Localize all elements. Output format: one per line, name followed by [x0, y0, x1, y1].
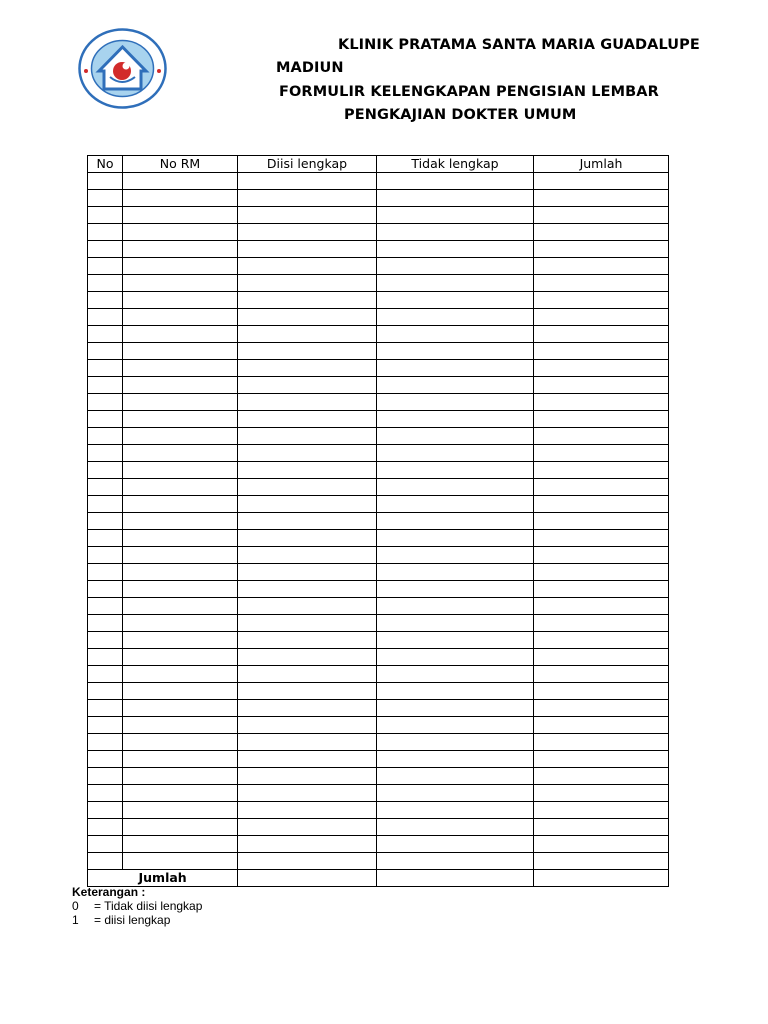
table-cell[interactable] [377, 802, 534, 819]
table-cell[interactable] [123, 717, 238, 734]
table-row [88, 598, 669, 615]
table-cell[interactable] [123, 309, 238, 326]
table-cell[interactable] [377, 207, 534, 224]
table-cell[interactable] [534, 581, 669, 598]
table-cell[interactable] [534, 258, 669, 275]
table-cell[interactable] [88, 802, 123, 819]
table-cell[interactable] [238, 802, 377, 819]
table-cell[interactable] [238, 530, 377, 547]
table-cell[interactable] [238, 751, 377, 768]
notes-section [72, 885, 202, 927]
table-cell[interactable] [377, 326, 534, 343]
table-cell[interactable] [377, 292, 534, 309]
table-cell[interactable] [123, 445, 238, 462]
table-cell[interactable] [377, 173, 534, 190]
table-row [88, 751, 669, 768]
table-cell[interactable] [534, 462, 669, 479]
table-cell[interactable] [238, 343, 377, 360]
table-row [88, 275, 669, 292]
table-cell[interactable] [123, 598, 238, 615]
table-cell[interactable] [123, 275, 238, 292]
table-cell[interactable] [123, 632, 238, 649]
table-body [88, 173, 669, 887]
table-cell[interactable] [377, 632, 534, 649]
table-row [88, 377, 669, 394]
table-cell[interactable] [534, 734, 669, 751]
table-row [88, 411, 669, 428]
table-cell[interactable] [123, 207, 238, 224]
table-cell[interactable] [238, 258, 377, 275]
table-cell[interactable] [238, 717, 377, 734]
table-cell[interactable] [88, 666, 123, 683]
total-cell[interactable] [238, 870, 377, 887]
table-row [88, 649, 669, 666]
table-cell[interactable] [534, 751, 669, 768]
table-cell[interactable] [238, 360, 377, 377]
table-cell[interactable] [88, 598, 123, 615]
note-code: 1 [72, 913, 79, 927]
table-row [88, 785, 669, 802]
table-cell[interactable] [123, 751, 238, 768]
table-cell[interactable] [377, 258, 534, 275]
table-cell[interactable] [123, 513, 238, 530]
table-cell[interactable] [534, 615, 669, 632]
table-cell[interactable] [123, 615, 238, 632]
table-cell[interactable] [123, 734, 238, 751]
table-cell[interactable] [534, 598, 669, 615]
table-cell[interactable] [238, 173, 377, 190]
table-cell[interactable] [377, 462, 534, 479]
column-header-jumlah: Jumlah [534, 156, 669, 173]
note-text: = Tidak diisi lengkap [94, 899, 203, 913]
table-cell[interactable] [88, 785, 123, 802]
table-cell[interactable] [88, 207, 123, 224]
table-cell[interactable] [88, 241, 123, 258]
clinic-logo-icon [77, 27, 168, 110]
table-row [88, 717, 669, 734]
table-cell[interactable] [88, 513, 123, 530]
table-cell[interactable] [377, 853, 534, 870]
table-cell[interactable] [123, 360, 238, 377]
table-cell[interactable] [534, 326, 669, 343]
table-cell[interactable] [123, 547, 238, 564]
table-cell[interactable] [534, 717, 669, 734]
table-cell[interactable] [238, 496, 377, 513]
table-cell[interactable] [377, 394, 534, 411]
table-cell[interactable] [238, 411, 377, 428]
table-cell[interactable] [88, 683, 123, 700]
table-cell[interactable] [534, 564, 669, 581]
table-cell[interactable] [534, 275, 669, 292]
table-row [88, 326, 669, 343]
table-row [88, 615, 669, 632]
table-row [88, 853, 669, 870]
table-cell[interactable] [238, 836, 377, 853]
table-cell[interactable] [123, 224, 238, 241]
table-cell[interactable] [377, 768, 534, 785]
table-cell[interactable] [88, 377, 123, 394]
table-cell[interactable] [88, 462, 123, 479]
table-cell[interactable] [534, 190, 669, 207]
table-cell[interactable] [238, 513, 377, 530]
table-cell[interactable] [534, 853, 669, 870]
table-cell[interactable] [377, 598, 534, 615]
table-cell[interactable] [88, 734, 123, 751]
table-cell[interactable] [377, 734, 534, 751]
table-row [88, 479, 669, 496]
table-cell[interactable] [534, 683, 669, 700]
clinic-city: MADIUN [276, 60, 344, 76]
table-row [88, 258, 669, 275]
table-cell[interactable] [534, 445, 669, 462]
table-cell[interactable] [123, 394, 238, 411]
table-cell[interactable] [534, 173, 669, 190]
clinic-logo [77, 27, 168, 110]
table-cell[interactable] [238, 853, 377, 870]
table-cell[interactable] [377, 717, 534, 734]
table-cell[interactable] [88, 343, 123, 360]
table-row [88, 224, 669, 241]
table-cell[interactable] [534, 819, 669, 836]
table-cell[interactable] [238, 564, 377, 581]
table-cell[interactable] [377, 649, 534, 666]
table-row [88, 768, 669, 785]
table-row [88, 547, 669, 564]
table-cell[interactable] [377, 513, 534, 530]
table-cell[interactable] [238, 445, 377, 462]
table-cell[interactable] [88, 853, 123, 870]
column-header-tidak-lengkap: Tidak lengkap [377, 156, 534, 173]
table-cell[interactable] [123, 479, 238, 496]
table-cell[interactable] [534, 802, 669, 819]
table-cell[interactable] [377, 700, 534, 717]
table-cell[interactable] [88, 836, 123, 853]
table-cell[interactable] [238, 275, 377, 292]
completeness-table [87, 155, 669, 887]
notes-heading: Keterangan : [72, 885, 146, 899]
table-cell[interactable] [377, 564, 534, 581]
table-cell[interactable] [377, 479, 534, 496]
table-cell[interactable] [88, 564, 123, 581]
note-text: = diisi lengkap [94, 913, 171, 927]
table-cell[interactable] [238, 292, 377, 309]
note-item [72, 913, 202, 927]
table-cell[interactable] [377, 751, 534, 768]
table-row [88, 581, 669, 598]
form-title-line-1: FORMULIR KELENGKAPAN PENGISIAN LEMBAR [279, 84, 659, 100]
table-cell[interactable] [534, 785, 669, 802]
table-cell[interactable] [238, 819, 377, 836]
table-row [88, 343, 669, 360]
table-cell[interactable] [123, 785, 238, 802]
table-cell[interactable] [88, 258, 123, 275]
table-cell[interactable] [534, 632, 669, 649]
table-cell[interactable] [123, 819, 238, 836]
table-cell[interactable] [534, 836, 669, 853]
table-cell[interactable] [88, 751, 123, 768]
table-row [88, 360, 669, 377]
table-cell[interactable] [123, 836, 238, 853]
table-cell[interactable] [88, 649, 123, 666]
table-cell[interactable] [534, 394, 669, 411]
table-cell[interactable] [123, 411, 238, 428]
form-title-line-2: PENGKAJIAN DOKTER UMUM [344, 107, 577, 123]
table-cell[interactable] [534, 292, 669, 309]
table-cell[interactable] [238, 632, 377, 649]
table-cell[interactable] [238, 734, 377, 751]
table-cell[interactable] [123, 258, 238, 275]
table-cell[interactable] [88, 819, 123, 836]
table-row [88, 394, 669, 411]
table-row [88, 241, 669, 258]
clinic-name: KLINIK PRATAMA SANTA MARIA GUADALUPE [338, 37, 700, 53]
table-cell[interactable] [123, 700, 238, 717]
table-cell[interactable] [88, 326, 123, 343]
table-cell[interactable] [534, 513, 669, 530]
table-cell[interactable] [534, 479, 669, 496]
table-cell[interactable] [238, 428, 377, 445]
table-cell[interactable] [123, 241, 238, 258]
table-row [88, 530, 669, 547]
table-cell[interactable] [238, 241, 377, 258]
table-cell[interactable] [123, 173, 238, 190]
table-cell[interactable] [88, 496, 123, 513]
table-row [88, 309, 669, 326]
table-cell[interactable] [123, 666, 238, 683]
table-cell[interactable] [88, 394, 123, 411]
table-cell[interactable] [88, 717, 123, 734]
total-row-spacer [88, 870, 123, 887]
table-row [88, 292, 669, 309]
table-row [88, 428, 669, 445]
table-cell[interactable] [123, 377, 238, 394]
table-cell[interactable] [534, 649, 669, 666]
table-cell[interactable] [534, 666, 669, 683]
table-cell[interactable] [377, 666, 534, 683]
table-cell[interactable] [238, 377, 377, 394]
table-cell[interactable] [238, 224, 377, 241]
note-code: 0 [72, 899, 79, 913]
table-cell[interactable] [534, 377, 669, 394]
table-cell[interactable] [123, 853, 238, 870]
table-cell[interactable] [88, 700, 123, 717]
table-cell[interactable] [238, 479, 377, 496]
table-cell[interactable] [534, 360, 669, 377]
table-cell[interactable] [377, 190, 534, 207]
total-label: Jumlah [123, 870, 238, 887]
note-item [72, 899, 202, 913]
table-cell[interactable] [238, 207, 377, 224]
table-cell[interactable] [238, 785, 377, 802]
table-cell[interactable] [377, 343, 534, 360]
column-header-diisi-lengkap: Diisi lengkap [238, 156, 377, 173]
table-row [88, 802, 669, 819]
table-cell[interactable] [238, 309, 377, 326]
table-cell[interactable] [123, 683, 238, 700]
table-cell[interactable] [238, 768, 377, 785]
table-cell[interactable] [238, 598, 377, 615]
column-header-no: No [88, 156, 123, 173]
table-cell[interactable] [88, 768, 123, 785]
table-cell[interactable] [534, 496, 669, 513]
table-cell[interactable] [88, 173, 123, 190]
table-cell[interactable] [377, 360, 534, 377]
table-cell[interactable] [377, 785, 534, 802]
table-cell[interactable] [238, 547, 377, 564]
table-cell[interactable] [238, 649, 377, 666]
table-cell[interactable] [123, 802, 238, 819]
table-cell[interactable] [534, 547, 669, 564]
table-row [88, 496, 669, 513]
table-cell[interactable] [123, 564, 238, 581]
table-cell[interactable] [377, 819, 534, 836]
table-cell[interactable] [377, 411, 534, 428]
table-cell[interactable] [377, 615, 534, 632]
table-cell[interactable] [88, 632, 123, 649]
table-cell[interactable] [377, 224, 534, 241]
table-row [88, 190, 669, 207]
table-cell[interactable] [377, 241, 534, 258]
table-cell[interactable] [88, 224, 123, 241]
table-cell[interactable] [88, 411, 123, 428]
table-cell[interactable] [534, 224, 669, 241]
table-cell[interactable] [123, 496, 238, 513]
table-cell[interactable] [238, 326, 377, 343]
table-cell[interactable] [123, 530, 238, 547]
table-cell[interactable] [534, 207, 669, 224]
table-cell[interactable] [88, 428, 123, 445]
table-cell[interactable] [88, 190, 123, 207]
table-row [88, 207, 669, 224]
table-cell[interactable] [88, 479, 123, 496]
table-cell[interactable] [88, 445, 123, 462]
table-cell[interactable] [377, 547, 534, 564]
table-cell[interactable] [238, 666, 377, 683]
table-cell[interactable] [534, 343, 669, 360]
table-cell[interactable] [88, 275, 123, 292]
table-row [88, 632, 669, 649]
table-row [88, 173, 669, 190]
table-cell[interactable] [88, 581, 123, 598]
table-cell[interactable] [377, 496, 534, 513]
table-row [88, 564, 669, 581]
table-cell[interactable] [377, 428, 534, 445]
table-cell[interactable] [238, 581, 377, 598]
table-cell[interactable] [534, 768, 669, 785]
table-cell[interactable] [377, 445, 534, 462]
table-cell[interactable] [123, 428, 238, 445]
table-cell[interactable] [377, 836, 534, 853]
table-row [88, 683, 669, 700]
table-cell[interactable] [88, 615, 123, 632]
table-cell[interactable] [238, 683, 377, 700]
table-cell[interactable] [377, 377, 534, 394]
total-cell[interactable] [377, 870, 534, 887]
table-cell[interactable] [123, 649, 238, 666]
table-cell[interactable] [377, 581, 534, 598]
table-cell[interactable] [377, 309, 534, 326]
table-row [88, 513, 669, 530]
table-cell[interactable] [88, 360, 123, 377]
table-cell[interactable] [123, 292, 238, 309]
table-row [88, 666, 669, 683]
table-cell[interactable] [534, 309, 669, 326]
table-row [88, 836, 669, 853]
table-cell[interactable] [88, 530, 123, 547]
table-cell[interactable] [534, 700, 669, 717]
table-row [88, 445, 669, 462]
table-cell[interactable] [123, 768, 238, 785]
table-total-row [88, 870, 669, 887]
table-row [88, 700, 669, 717]
table-cell[interactable] [238, 190, 377, 207]
table-cell[interactable] [534, 411, 669, 428]
table-row [88, 734, 669, 751]
table-cell[interactable] [534, 530, 669, 547]
table-cell[interactable] [123, 326, 238, 343]
table-cell[interactable] [88, 547, 123, 564]
table-cell[interactable] [123, 462, 238, 479]
table-cell[interactable] [238, 615, 377, 632]
table-cell[interactable] [123, 343, 238, 360]
column-header-no-rm: No RM [123, 156, 238, 173]
table-cell[interactable] [534, 428, 669, 445]
table-row [88, 462, 669, 479]
table-cell[interactable] [88, 309, 123, 326]
table-cell[interactable] [377, 683, 534, 700]
table-cell[interactable] [238, 394, 377, 411]
table-row [88, 819, 669, 836]
total-cell[interactable] [534, 870, 669, 887]
table-cell[interactable] [123, 581, 238, 598]
table-cell[interactable] [377, 275, 534, 292]
table-cell[interactable] [238, 700, 377, 717]
table-header-row [88, 156, 669, 173]
table-cell[interactable] [377, 530, 534, 547]
table-cell[interactable] [534, 241, 669, 258]
table-cell[interactable] [238, 462, 377, 479]
table-cell[interactable] [123, 190, 238, 207]
table-cell[interactable] [88, 292, 123, 309]
